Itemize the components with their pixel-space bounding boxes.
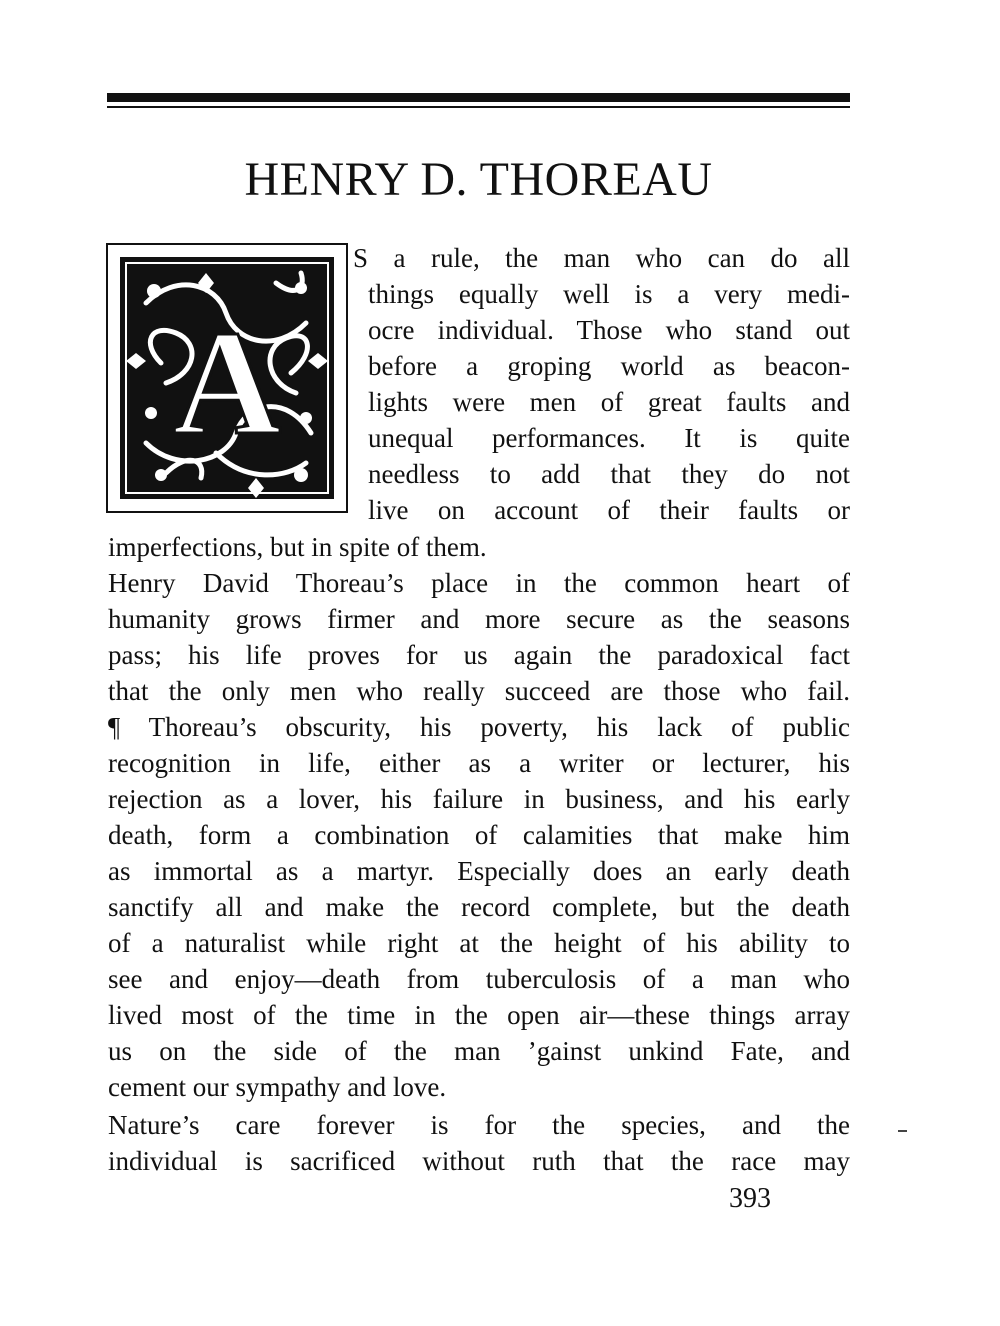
- text-line: unequal performances. It is quite: [368, 423, 850, 453]
- text-line: ocre individual. Those who stand out: [368, 315, 850, 345]
- header-rule-thin: [107, 106, 850, 108]
- text-line: imperfections, but in spite of them.: [108, 532, 487, 562]
- text-line: needless to add that they do not: [368, 459, 850, 489]
- text-line: live on account of their faults or: [368, 495, 850, 525]
- text-line: see and enjoy—death from tuberculosis of a man who: [108, 964, 850, 994]
- header-rule-thick: [107, 93, 850, 102]
- text-line: humanity grows firmer and more secure as the seasons: [108, 604, 850, 634]
- chapter-title: HENRY D. THOREAU: [244, 153, 713, 206]
- text-line: of a naturalist while right at the height of his ability to: [108, 928, 850, 958]
- text-line: S a rule, the man who can do all: [353, 243, 850, 273]
- margin-mark: [898, 1130, 907, 1132]
- text-line: rejection as a lover, his failure in business, and his early: [108, 784, 850, 814]
- ornamental-drop-cap: [106, 243, 348, 513]
- drop-cap-letter: A: [172, 300, 282, 466]
- text-line: before a groping world as beacon-: [368, 351, 850, 381]
- text-line: lived most of the time in the open air—these things array: [108, 1000, 850, 1030]
- text-line: that the only men who really succeed are those who fail.: [108, 676, 850, 706]
- text-line: Henry David Thoreau’s place in the common heart of: [108, 568, 850, 598]
- text-line: lights were men of great faults and: [368, 387, 850, 417]
- text-line: us on the side of the man ’gainst unkind Fate, and: [108, 1036, 850, 1066]
- text-line: Nature’s care forever is for the species, and the: [108, 1110, 850, 1140]
- text-line: individual is sacrificed without ruth that the race may: [108, 1146, 850, 1176]
- text-line: pass; his life proves for us again the paradoxical fact: [108, 640, 850, 670]
- text-line: ¶ Thoreau’s obscurity, his poverty, his lack of public: [108, 712, 850, 742]
- page-number: 393: [729, 1183, 771, 1214]
- text-line: things equally well is a very medi-: [368, 279, 850, 309]
- text-line: recognition in life, either as a writer or lecturer, his: [108, 748, 850, 778]
- text-line: sanctify all and make the record complete, but the death: [108, 892, 850, 922]
- text-line: death, form a combination of calamities that make him: [108, 820, 850, 850]
- text-line: as immortal as a martyr. Especially does an early death: [108, 856, 850, 886]
- text-line: cement our sympathy and love.: [108, 1072, 447, 1102]
